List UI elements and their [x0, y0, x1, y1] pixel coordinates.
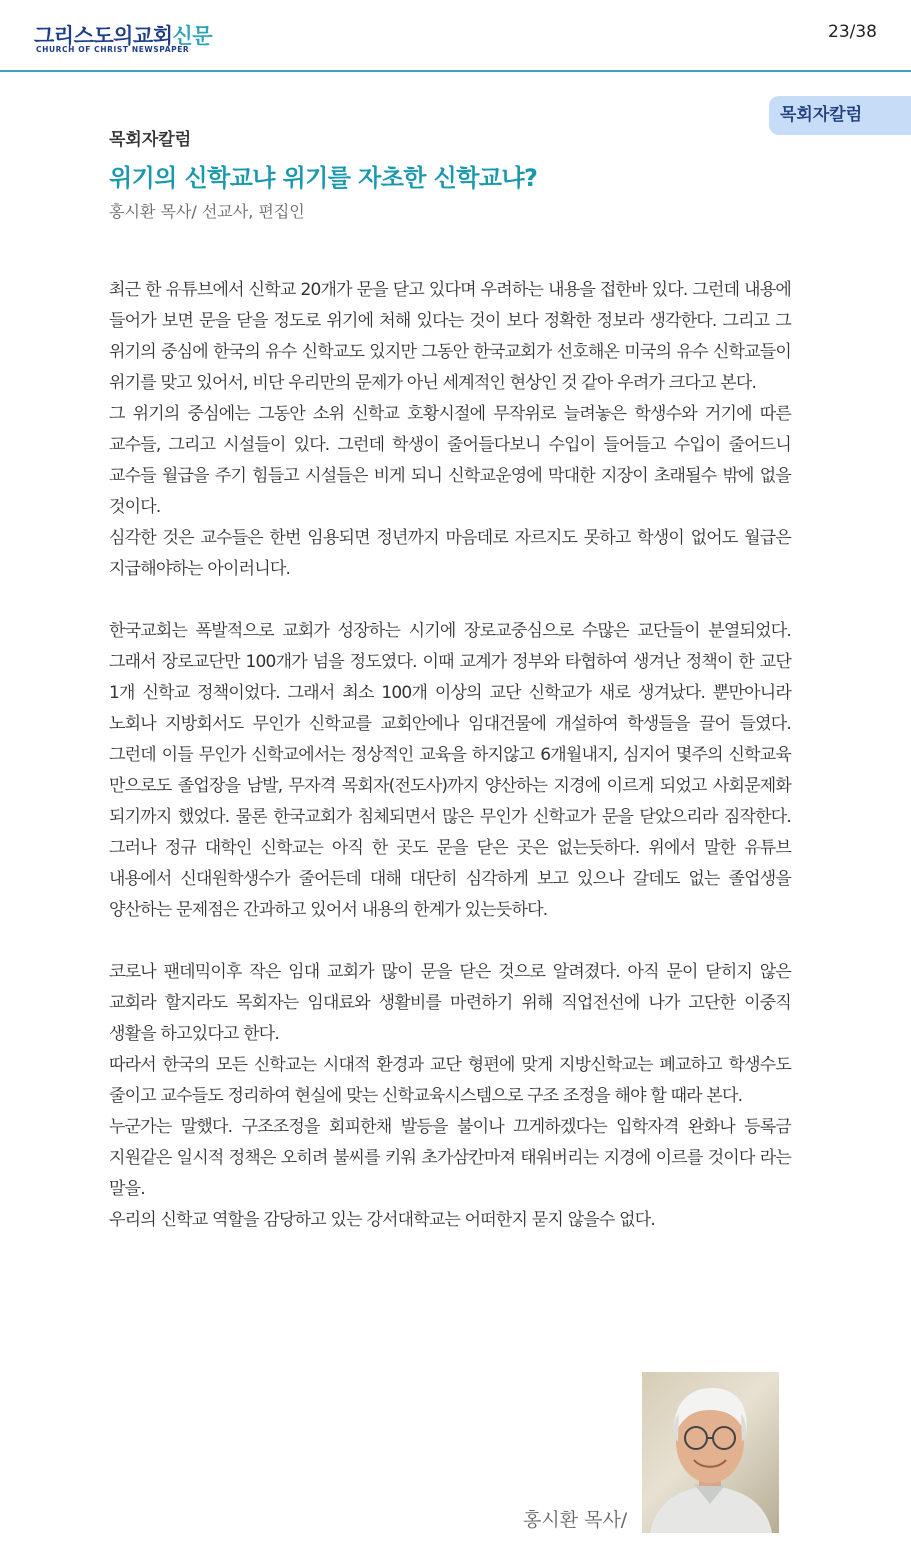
paragraph: 따라서 한국의 모든 신학교는 시대적 환경과 교단 형편에 맞게 지방신학교는 폐교하고 학생수도 줄이고 교수들도 정리하여 현실에 맞는 신학교육시스템으로 구조 조정을 해야 할 때라 본다. — [109, 1055, 791, 1106]
paragraph: 누군가는 말했다. 구조조정을 회피한채 발등을 불이나 끄게하겠다는 입학자격 완화나 등록금 지원같은 일시적 정책은 오히려 불씨를 키워 초가삼칸마져 태워버리는 지경에 이르를 것이다 라는 말을. — [109, 1117, 791, 1199]
paragraph-break — [109, 585, 791, 616]
paragraph: 심각한 것은 교수들은 한번 임용되면 정년까지 마음데로 자르지도 못하고 학생이 없어도 월급은 지급해야하는 아이러니다. — [109, 528, 791, 579]
paragraph: 한국교회는 폭발적으로 교회가 성장하는 시기에 장로교중심으로 수많은 교단들이 분열되었다. 그래서 장로교단만 100개가 넘을 정도였다. 이때 교계가 정부와 타협하여 생겨난 정책이 한 교단 1개 신학교 정책이었다. 그래서 최소 100개 이상의 교단 신학교가 새로 생겨났다. 뿐만아니라 노회나 지방회서도 무인가 신학교를 교회안에나 임대건물에 개설하여 학생들을 끌어 들였다. 그런데 이들 무인가 신학교에서는 정상적인 교육을 하지않고 6개월내지, 심지어 몇주의 신학교육 만으로도 졸업장을 남발, 무자격 목회자(전도사)까지 양산하는 지경에 이르게 되었고 사회문제화 되기까지 했었다. 물론 한국교회가 침체되면서 많은 무인가 신학교가 문을 닫았으리라 짐작한다. 그러나 정규 대학인 신학교는 아직 한 곳도 문을 닫은 곳은 없는듯하다. 위에서 말한 유튜브 내용에서 신대원학생수가 줄어든데 대해 대단히 심각하게 보고 있으나 갈데도 없는 졸업생을 양산하는 문제점은 간과하고 있어서 내용의 한계가 있는듯하다. — [109, 621, 791, 920]
author-portrait-image — [642, 1372, 779, 1533]
page-number: 23/38 — [828, 22, 877, 42]
paragraph: 우리의 신학교 역할을 감당하고 있는 강서대학교는 어떠한지 묻지 않을수 없다. — [109, 1210, 655, 1230]
article-body — [109, 275, 791, 1236]
paragraph: 코로나 팬데믹이후 작은 임대 교회가 많이 문을 닫은 것으로 알려졌다. 아직 문이 닫히지 않은 교회라 할지라도 목회자는 임대료와 생활비를 마련하기 위해 직업전선에 나가 고단한 이중직 생활을 하고있다고 한다. — [109, 962, 791, 1044]
article-title: 위기의 신학교냐 위기를 자초한 신학교냐? — [109, 164, 538, 192]
paragraph: 그 위기의 중심에는 그동안 소위 신학교 호황시절에 무작위로 늘려놓은 학생수와 거기에 따른 교수들, 그리고 시설들이 있다. 그런데 학생이 줄어들다보니 수입이 들어들고 수입이 줄어드니 교수들 월급을 주기 힘들고 시설들은 비게 되니 신학교운영에 막대한 지장이 초래될수 밖에 없을 것이다. — [109, 404, 791, 517]
page-header — [0, 0, 911, 72]
logo-text-main: 그리스도의교회 — [34, 24, 173, 48]
author-signature: 홍시환 목사/ — [523, 1509, 628, 1531]
logo-subtitle: CHURCH OF CHRIST NEWSPAPER — [36, 45, 190, 54]
logo-text-accent: 신문 — [172, 24, 213, 48]
author-photo — [642, 1372, 779, 1533]
paragraph-break — [109, 926, 791, 957]
article-byline: 홍시환 목사/ 선교사, 편집인 — [109, 202, 305, 221]
section-label: 목회자칼럼 — [109, 130, 192, 150]
column-category-tab: 목회자칼럼 — [769, 96, 911, 135]
paragraph: 최근 한 유튜브에서 신학교 20개가 문을 닫고 있다며 우려하는 내용을 접한바 있다. 그런데 내용에 들어가 보면 문을 닫을 정도로 위기에 처해 있다는 것이 보다 정확한 정보라 생각한다. 그리고 그 위기의 중심에 한국의 유수 신학교도 있지만 그동안 한국교회가 선호해온 미국의 유수 신학교들이 위기를 맞고 있어서, 비단 우리만의 문제가 아닌 세계적인 현상인 것 같아 우려가 크다고 본다. — [109, 280, 791, 393]
